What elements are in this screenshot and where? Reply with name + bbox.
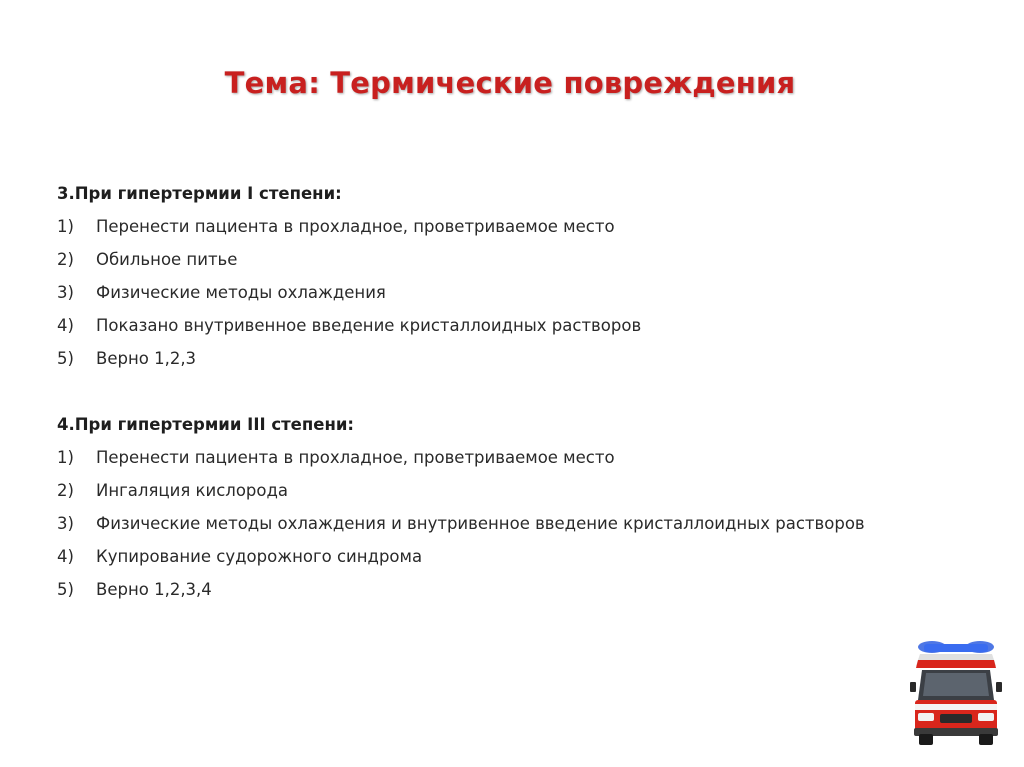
option-number: 5) [57,349,74,368]
question-heading: 3.При гипертермии I степени: [57,184,342,203]
option-number: 3) [57,514,74,533]
option-number: 1) [57,448,74,467]
option-number: 2) [57,481,74,500]
answer-option [57,315,977,337]
option-number: 4) [57,547,74,566]
slide-title: Тема: Термические повреждения [224,66,796,100]
option-text: Верно 1,2,3,4 [96,580,212,599]
option-number: 1) [57,217,74,236]
answer-option [57,249,977,271]
answer-option [57,546,977,568]
option-number: 4) [57,316,74,335]
answer-option [57,480,977,502]
answer-option [57,447,977,469]
option-text: Физические методы охлаждения и внутривенное введение кристаллоидных растворов [96,514,865,533]
ambulance-icon [910,638,1002,746]
option-text: Физические методы охлаждения [96,283,386,302]
question-4 [57,414,977,612]
question-heading: 4.При гипертермии III степени: [57,415,355,434]
option-text: Перенести пациента в прохладное, проветриваемое место [96,448,615,467]
option-text: Купирование судорожного синдрома [96,547,423,566]
option-text: Верно 1,2,3 [96,349,197,368]
option-text: Ингаляция кислорода [96,481,288,500]
option-text: Обильное питье [96,250,238,269]
answer-option [57,348,977,370]
answer-option [57,513,977,535]
option-number: 5) [57,580,74,599]
answer-option [57,216,977,238]
answer-option [57,579,977,601]
question-3 [57,183,977,381]
option-text: Показано внутривенное введение кристаллоидных растворов [96,316,642,335]
option-number: 3) [57,283,74,302]
answer-option [57,282,977,304]
option-text: Перенести пациента в прохладное, проветриваемое место [96,217,615,236]
option-number: 2) [57,250,74,269]
